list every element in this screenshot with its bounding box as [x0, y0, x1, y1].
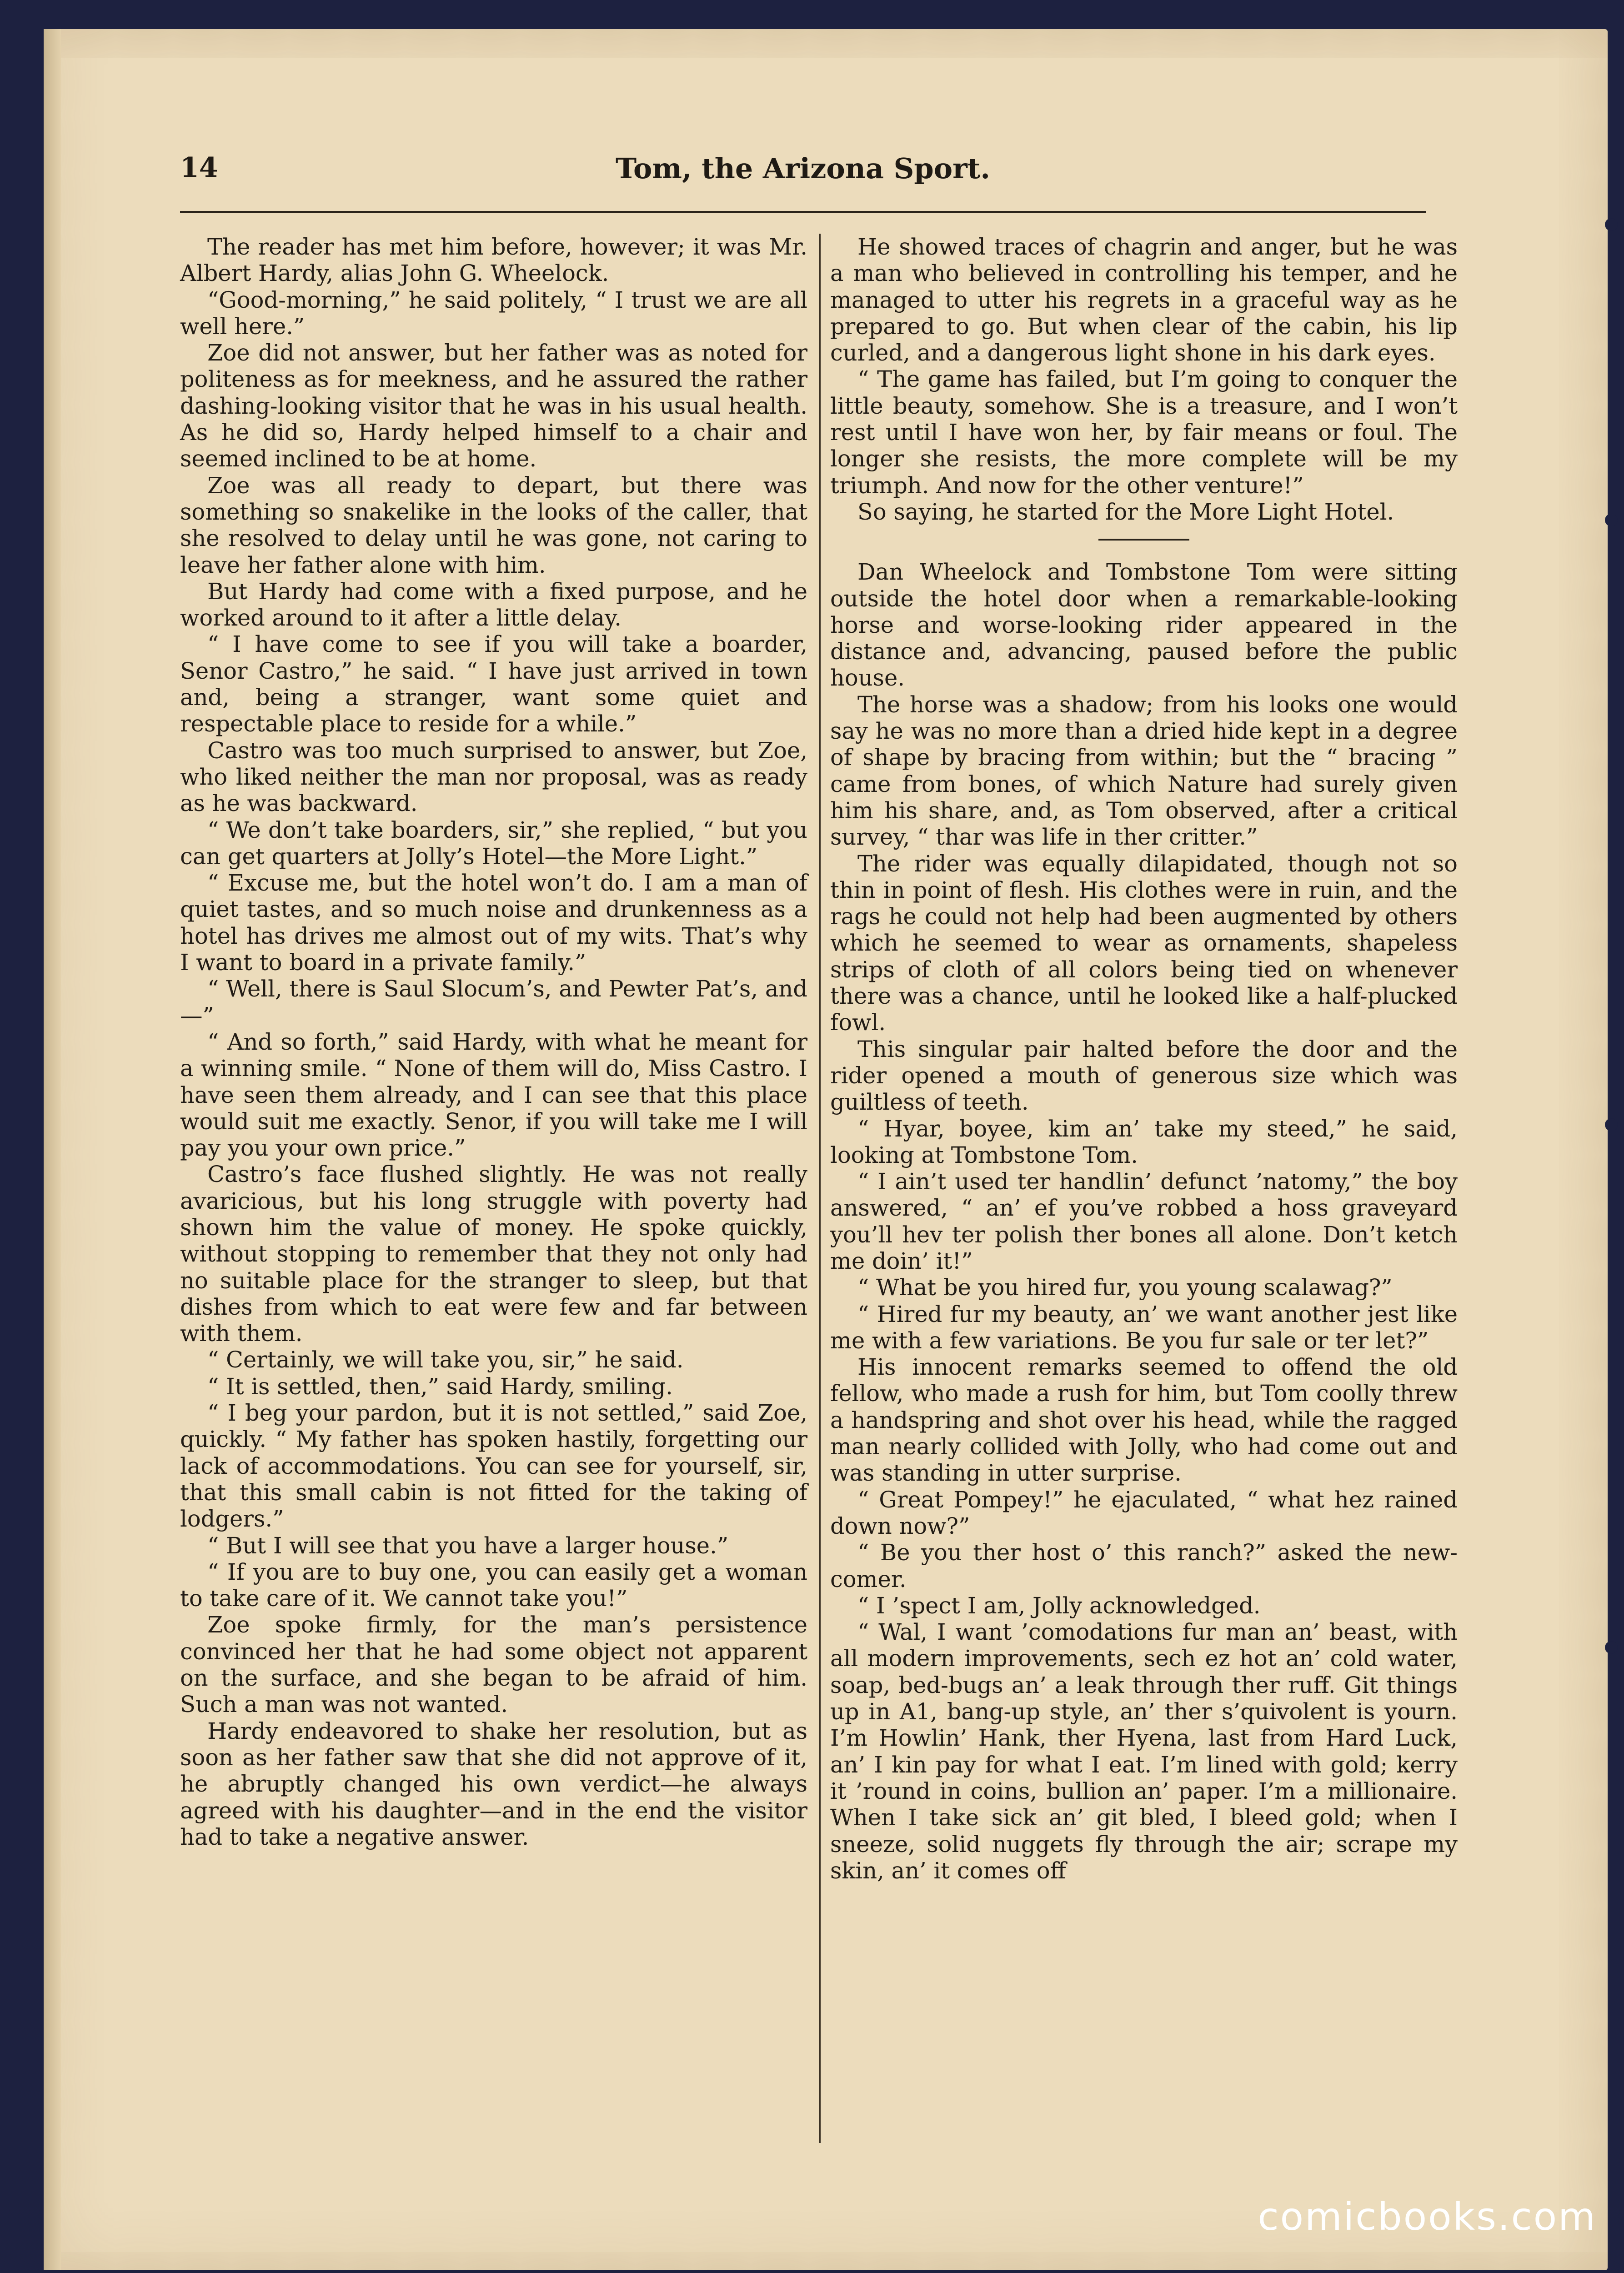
- paragraph: So saying, he started for the More Light Hotel.: [857, 498, 1394, 525]
- paragraph: “ I ain’t used ter handlin’ defunct ’natomy,” the boy answered, “ an’ ef you’ve robbed a hoss graveyard you’ll hev ter polish ther bones all alone. Don’t ketch me doin’ it!”: [830, 1168, 1458, 1274]
- paragraph: The reader has met him before, however; it was Mr. Albert Hardy, alias John G. Wheelock.: [180, 234, 807, 287]
- paragraph: “ I beg your pardon, but it is not settled,” said Zoe, quickly. “ My father has spoken hastily, forgetting our lack of accommodations. You can see for yourself, sir, that this small cabin is not fitted for the taking of lodgers.”: [180, 1400, 807, 1532]
- paragraph: “ The game has failed, but I’m going to conquer the little beauty, somehow. She is a treasure, and I won’t rest until I have won her, by fair means or foul. The longer she resists, the more complete will be my triumph. And now for the other venture!”: [830, 366, 1458, 499]
- left-column: [180, 234, 807, 1850]
- paragraph: “ I ’spect I am, Jolly acknowledged.: [857, 1592, 1261, 1619]
- paragraph: “ Hyar, boyee, kim an’ take my steed,” he said, looking at Tombstone Tom.: [830, 1115, 1458, 1168]
- paragraph: “ Well, there is Saul Slocum’s, and Pewter Pat’s, and—”: [180, 976, 807, 1029]
- paragraph: Hardy endeavored to shake her resolution, but as soon as her father saw that she did not approve of it, he abruptly changed his own verdict—he always agreed with his daughter—and in the end the visitor had to take a negative answer.: [180, 1717, 807, 1850]
- paragraph: He showed traces of chagrin and anger, but he was a man who believed in controlling his temper, and he managed to utter his regrets in a graceful way as he prepared to go. But when clear of the cabin, his lip curled, and a dangerous light shone in his dark eyes.: [830, 234, 1458, 366]
- binding-hole: [1605, 1641, 1618, 1654]
- paragraph: Zoe spoke firmly, for the man’s persistence convinced her that he had some object not apparent on the surface, and she began to be afraid of him. Such a man was not wanted.: [180, 1612, 807, 1718]
- paragraph: But Hardy had come with a fixed purpose, and he worked around to it after a little delay.: [180, 578, 807, 631]
- paragraph: “ We don’t take boarders, sir,” she replied, “ but you can get quarters at Jolly’s Hotel—the More Light.”: [180, 816, 807, 870]
- paragraph: His innocent remarks seemed to offend the old fellow, who made a rush for him, but Tom coolly threw a handspring and shot over his head, while the ragged man nearly collided with Jolly, who had come out and was standing in utter surprise.: [830, 1354, 1458, 1487]
- binding-hole: [1605, 514, 1618, 526]
- paragraph: Zoe did not answer, but her father was as noted for politeness as for meekness, and he assured the rather dashing-looking visitor that he was in his usual health. As he did so, Hardy helped himself to a chair and seemed inclined to be at home.: [180, 340, 807, 472]
- column-divider: [819, 234, 821, 2143]
- paragraph: “ If you are to buy one, you can easily get a woman to take care of it. We cannot take you!”: [180, 1558, 807, 1612]
- paragraph: “ I have come to see if you will take a boarder, Senor Castro,” he said. “ I have just arrived in town and, being a stranger, want some quiet and respectable place to reside for a while.”: [180, 631, 807, 737]
- paragraph: “ What be you hired fur, you young scalawag?”: [857, 1274, 1393, 1301]
- paragraph: “Good-morning,” he said politely, “ I trust we are all well here.”: [180, 286, 807, 340]
- paragraph: This singular pair halted before the door and the rider opened a mouth of generous size which was guiltless of teeth.: [830, 1036, 1458, 1116]
- paragraph: “ Hired fur my beauty, an’ we want another jest like me with a few variations. Be you fur sale or ter let?”: [830, 1301, 1458, 1354]
- running-title: Tom, the Arizona Sport.: [616, 152, 990, 185]
- watermark: comicbooks.com: [1258, 2194, 1597, 2239]
- paragraph: Castro was too much surprised to answer, but Zoe, who liked neither the man nor proposal, was as ready as he was backward.: [180, 737, 807, 817]
- binding-hole: [1605, 1118, 1618, 1131]
- paragraph: The rider was equally dilapidated, though not so thin in point of flesh. His clothes were in ruin, and the rags he could not help had been augmented by others which he seemed to wear as ornaments, shapeless strips of cloth of all colors being tied on whenever there was a chance, until he looked like a half-plucked fowl.: [830, 850, 1458, 1036]
- paragraph: “ Certainly, we will take you, sir,” he said.: [207, 1347, 684, 1373]
- paragraph: “ Great Pompey!” he ejaculated, “ what hez rained down now?”: [830, 1486, 1458, 1539]
- magazine-page: [44, 29, 1608, 2270]
- paragraph: Zoe was all ready to depart, but there was something so snakelike in the looks of the caller, that she resolved to delay until he was gone, not caring to leave her father alone with him.: [180, 472, 807, 578]
- binding-hole: [1605, 218, 1618, 231]
- paragraph: “ But I will see that you have a larger house.”: [207, 1532, 729, 1559]
- header-rule: [180, 211, 1426, 213]
- paragraph: Dan Wheelock and Tombstone Tom were sitting outside the hotel door when a remarkable-looking horse and worse-looking rider appeared in the distance and, advancing, paused before the public house.: [830, 559, 1458, 691]
- paragraph: “ Be you ther host o’ this ranch?” asked the new-comer.: [830, 1539, 1458, 1592]
- right-column: [830, 234, 1458, 1884]
- page-header: [180, 152, 1426, 202]
- section-divider: [1098, 539, 1189, 541]
- page-number: 14: [180, 152, 218, 184]
- paragraph: Castro’s face flushed slightly. He was not really avaricious, but his long struggle with poverty had shown him the value of money. He spoke quickly, without stopping to remember that they not only had no suitable place for the stranger to sleep, but that dishes from which to eat were few and far between with them.: [180, 1161, 807, 1347]
- paragraph: “ Wal, I want ’comodations fur man an’ beast, with all modern improvements, sech ez hot an’ cold water, soap, bed-bugs an’ a leak through ther ruff. Git things up in A1, bang-up style, an’ ther s’quivolent is yourn. I’m Howlin’ Hank, ther Hyena, last from Hard Luck, an’ I kin pay for what I eat. I’m lined with gold; kerry it ’round in coins, bullion an’ paper. I’m a millionaire. When I take sick an’ git bled, I bleed gold; when I sneeze, solid nuggets fly through the air; scrape my skin, an’ it comes off: [830, 1619, 1458, 1884]
- paragraph: “ It is settled, then,” said Hardy, smiling.: [207, 1373, 673, 1400]
- paragraph: “ And so forth,” said Hardy, with what he meant for a winning smile. “ None of them will do, Miss Castro. I have seen them already, and I can see that this place would suit me exactly. Senor, if you will take me I will pay you your own price.”: [180, 1028, 807, 1162]
- paragraph: “ Excuse me, but the hotel won’t do. I am a man of quiet tastes, and so much noise and drunkenness as a hotel has drives me almost out of my wits. That’s why I want to board in a private family.”: [180, 870, 807, 976]
- paragraph: The horse was a shadow; from his looks one would say he was no more than a dried hide kept in a degree of shape by bracing from within; but the “ bracing ” came from bones, of which Nature had surely given him his share, and, as Tom observed, after a critical survey, “ thar was life in ther critter.”: [830, 691, 1458, 851]
